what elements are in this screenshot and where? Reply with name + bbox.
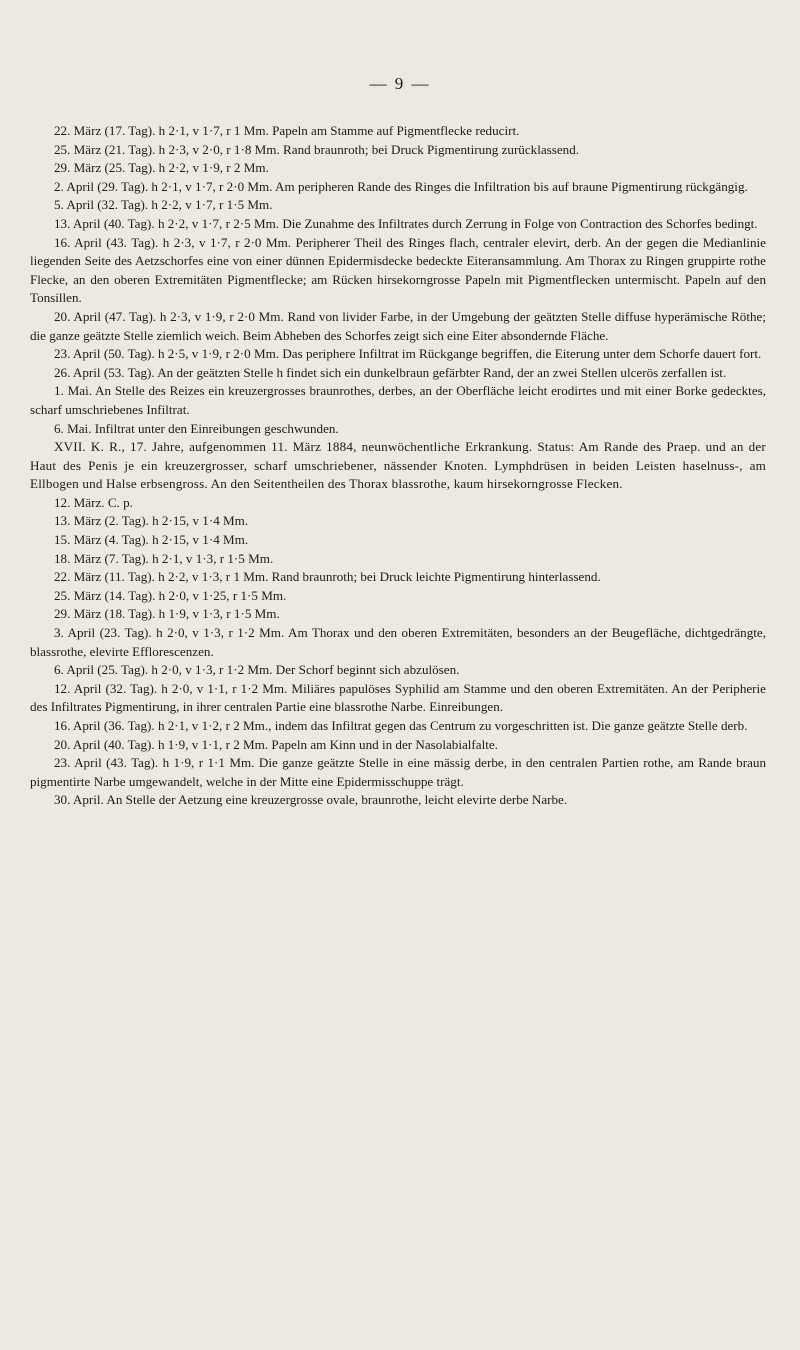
paragraph: 5. April (32. Tag). h 2·2, v 1·7, r 1·5 Mm.	[54, 197, 273, 213]
paragraph: 12. März. C. p.	[54, 494, 133, 510]
case-heading-paragraph: XVII. K. R., 17. Jahre, aufgenommen 11. März 1884, neunwöchentliche Erkrankung. Status: Am Rande des Praep. und an der Haut des Penis je ein kreuzergrosser, scharf umschriebener, nässender Knoten. Lymphdrüsen in beiden Leisten haselnuss-, am Ellbogen und Halse erbsengross. An den Seitentheilen des Thorax blassrothe, kaum hirsekorngrosse Flecken.	[30, 439, 766, 492]
paragraph: 30. April. An Stelle der Aetzung eine kreuzergrosse ovale, braunrothe, leicht elevirte derbe Narbe.	[54, 792, 568, 808]
page-number: — 9 —	[369, 74, 431, 93]
paragraph: 29. März (25. Tag). h 2·2, v 1·9, r 2 Mm.	[54, 160, 269, 176]
paragraph: 12. April (32. Tag). h 2·0, v 1·1, r 1·2 Mm. Miliäres papulöses Syphilid am Stamme und den oberen Extremitäten. An der Peripherie des Infiltrates Pigmentirung, in ihrer centralen Partie eine blassrothe Narbe. Einreibungen.	[30, 680, 766, 715]
body-text	[30, 122, 766, 810]
paragraph: 3. April (23. Tag). h 2·0, v 1·3, r 1·2 Mm. Am Thorax und den oberen Extremitäten, besonders an der Beugefläche, dichtgedrängte, blassrothe, elevirte Efflorescenzen.	[30, 625, 766, 659]
paragraph: 16. April (43. Tag). h 2·3, v 1·7, r 2·0 Mm. Peripherer Theil des Ringes flach, centraler elevirt, derb. An der gegen die Medianlinie liegenden Seite des Aetzschorfes eine von einer dünnen Epidermisdecke bedeckte Eiteransammlung. Am Thorax zu Ringen gruppirte rothe Flecke, an den oberen Extremitäten Pigmentflecke; am Rücken hirsekorngrosse Papeln mit Pigmentflecken untermischt. Papeln auf den Tonsillen.	[30, 234, 766, 306]
paragraph: 25. März (14. Tag). h 2·0, v 1·25, r 1·5 Mm.	[54, 587, 287, 603]
paragraph: 26. April (53. Tag). An der geätzten Stelle h findet sich ein dunkelbraun gefärbter Rand, der an zwei Stellen ulcerös zerfallen ist.	[54, 364, 727, 380]
paragraph: 22. März (11. Tag). h 2·2, v 1·3, r 1 Mm. Rand braunroth; bei Druck leichte Pigmentirung hinterlassend.	[54, 569, 601, 585]
paragraph: 18. März (7. Tag). h 2·1, v 1·3, r 1·5 Mm.	[54, 550, 274, 566]
paragraph: 20. April (47. Tag). h 2·3, v 1·9, r 2·0 Mm. Rand von livider Farbe, in der Umgebung der geätzten Stelle diffuse hyperämische Röthe; die ganze geätzte Stelle ziemlich weich. Beim Abheben des Schorfes zeigt sich eine Eiter absondernde Fläche.	[30, 308, 766, 343]
paragraph: 15. März (4. Tag). h 2·15, v 1·4 Mm.	[54, 532, 249, 548]
paragraph: 2. April (29. Tag). h 2·1, v 1·7, r 2·0 Mm. Am peripheren Rande des Ringes die Infiltration bis auf braune Pigmentirung rückgängig.	[54, 178, 748, 194]
paragraph: 29. März (18. Tag). h 1·9, v 1·3, r 1·5 Mm.	[54, 606, 280, 622]
paragraph: 25. März (21. Tag). h 2·3, v 2·0, r 1·8 Mm. Rand braunroth; bei Druck Pigmentirung zurücklassend.	[54, 141, 580, 157]
paragraph: 13. März (2. Tag). h 2·15, v 1·4 Mm.	[54, 513, 249, 529]
paragraph: 23. April (50. Tag). h 2·5, v 1·9, r 2·0 Mm. Das periphere Infiltrat im Rückgange begriffen, die Eiterung unter dem Schorfe dauert fort.	[54, 346, 762, 362]
paragraph: 6. Mai. Infiltrat unter den Einreibungen geschwunden.	[54, 420, 339, 436]
paragraph: 20. April (40. Tag). h 1·9, v 1·1, r 2 Mm. Papeln am Kinn und in der Nasolabialfalte.	[54, 736, 498, 752]
paragraph: 13. April (40. Tag). h 2·2, v 1·7, r 2·5 Mm. Die Zunahme des Infiltrates durch Zerrung in Folge von Contraction des Schorfes bedingt.	[54, 215, 758, 231]
paragraph: 6. April (25. Tag). h 2·0, v 1·3, r 1·2 Mm. Der Schorf beginnt sich abzulösen.	[54, 662, 460, 678]
paragraph: 23. April (43. Tag). h 1·9, r 1·1 Mm. Die ganze geätzte Stelle in eine mässig derbe, in den centralen Partien rothe, am Rande braun pigmentirte Narbe umgewandelt, welche in der Mitte eine Epidermisschuppe trägt.	[30, 755, 766, 789]
paragraph: 22. März (17. Tag). h 2·1, v 1·7, r 1 Mm. Papeln am Stamme auf Pigmentflecke reducirt.	[54, 123, 520, 138]
paragraph: 16. April (36. Tag). h 2·1, v 1·2, r 2 Mm., indem das Infiltrat gegen das Centrum zu vorgeschritten ist. Die ganze geätzte Stelle derb.	[54, 718, 748, 733]
paragraph: 1. Mai. An Stelle des Reizes ein kreuzergrosses braunrothes, derbes, an der Oberfläche leicht erodirtes und mit einer Borke gedecktes, scharf umschriebenes Infiltrat.	[30, 383, 766, 417]
